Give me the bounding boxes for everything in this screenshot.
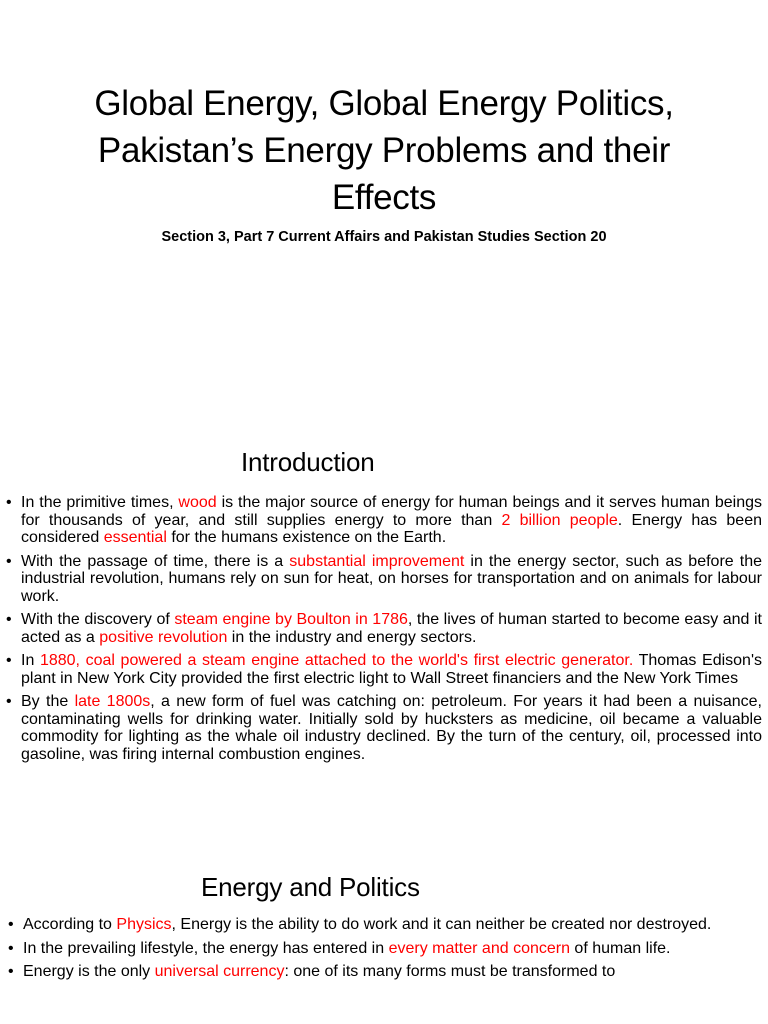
energy-politics-heading: Energy and Politics <box>201 872 420 902</box>
highlighted-text: every matter and concern <box>388 939 570 957</box>
bullet-dot-icon: • <box>6 652 12 669</box>
bullet-dot-icon: • <box>6 693 12 710</box>
bullet-dot-icon: • <box>6 611 12 628</box>
highlighted-text: 1880, coal powered a steam engine attached to the world's first electric generator. <box>39 652 634 669</box>
bullet-text: , a new form of fuel was catching on: petroleum. For years it had been a nuisance, contaminating wells for drinking water. Initially sold by hucksters as medicine, oil became a valuable commodity for lighting as the whale oil industry declined. By the turn of the century, oil, processed into gasoline, was firing internal combustion engines. <box>21 693 762 763</box>
bullet-text: Thomas Edison's plant in New York City provided the first electric light to Wall Street financiers and the New York Times <box>21 652 762 687</box>
highlighted-text: universal currency <box>154 963 285 980</box>
bullet-item <box>6 611 762 646</box>
bullet-text: for the humans existence on the Earth. <box>166 529 447 546</box>
bullet-item <box>8 940 762 958</box>
bullet-text: With the passage of time, there is a <box>21 552 290 570</box>
presentation-title: Global Energy, Global Energy Politics, Pakistan’s Energy Problems and their Effects <box>94 84 674 217</box>
highlighted-text: wood <box>178 494 217 511</box>
bullet-text: In the prevailing lifestyle, the energy has entered in <box>23 939 389 957</box>
bullet-text: in the energy sector, such as before the industrial revolution, humans rely on sun for heat, on horses for transportation and on animals for labour work. <box>21 552 762 605</box>
energy-politics-bullet-list <box>8 916 762 987</box>
highlighted-text: Physics <box>116 916 172 933</box>
introduction-heading: Introduction <box>241 447 375 477</box>
bullet-text: In <box>21 652 40 669</box>
highlighted-text: late 1800s <box>74 693 151 710</box>
bullet-dot-icon: • <box>6 494 12 511</box>
bullet-dot-icon: • <box>6 552 12 570</box>
highlighted-text: steam engine by Boulton in 1786 <box>174 611 408 628</box>
bullet-text: , Energy is the ability to do work and it can neither be created nor destroyed. <box>171 916 712 933</box>
bullet-dot-icon: • <box>8 939 14 957</box>
bullet-text: is the major source of energy for human beings and it serves human beings for thousands of year, and still supplies energy to more than <box>21 494 762 529</box>
highlighted-text: positive revolution <box>99 628 228 646</box>
bullet-text: of human life. <box>569 939 671 957</box>
bullet-item <box>6 553 762 606</box>
bullet-text: With the discovery of <box>21 611 175 628</box>
bullet-item <box>6 693 762 763</box>
bullet-item <box>6 652 762 687</box>
bullet-text: , the lives of human started to become easy and it acted as a <box>21 611 762 646</box>
bullet-text: in the industry and energy sectors. <box>227 628 477 646</box>
highlighted-text: 2 billion people <box>501 511 618 529</box>
bullet-item <box>6 494 762 547</box>
energy-politics-slide <box>0 860 768 1024</box>
bullet-text: . Energy has been considered <box>21 511 763 546</box>
bullet-item <box>8 916 762 934</box>
highlighted-text: substantial improvement <box>289 552 465 570</box>
bullet-text: In the primitive times, <box>21 494 179 511</box>
title-slide <box>0 0 768 390</box>
presentation-subtitle: Section 3, Part 7 Current Affairs and Pakistan Studies Section 20 <box>161 229 607 245</box>
bullet-text: According to <box>23 916 117 933</box>
bullet-dot-icon: • <box>8 963 14 980</box>
bullet-item <box>8 963 762 981</box>
bullet-dot-icon: • <box>8 916 14 933</box>
introduction-bullet-list <box>6 494 762 769</box>
bullet-text: : one of its many forms must be transformed to <box>284 963 616 980</box>
introduction-slide <box>0 390 768 860</box>
bullet-text: By the <box>21 693 75 710</box>
highlighted-text: essential <box>103 529 167 546</box>
bullet-text: Energy is the only <box>23 963 155 980</box>
